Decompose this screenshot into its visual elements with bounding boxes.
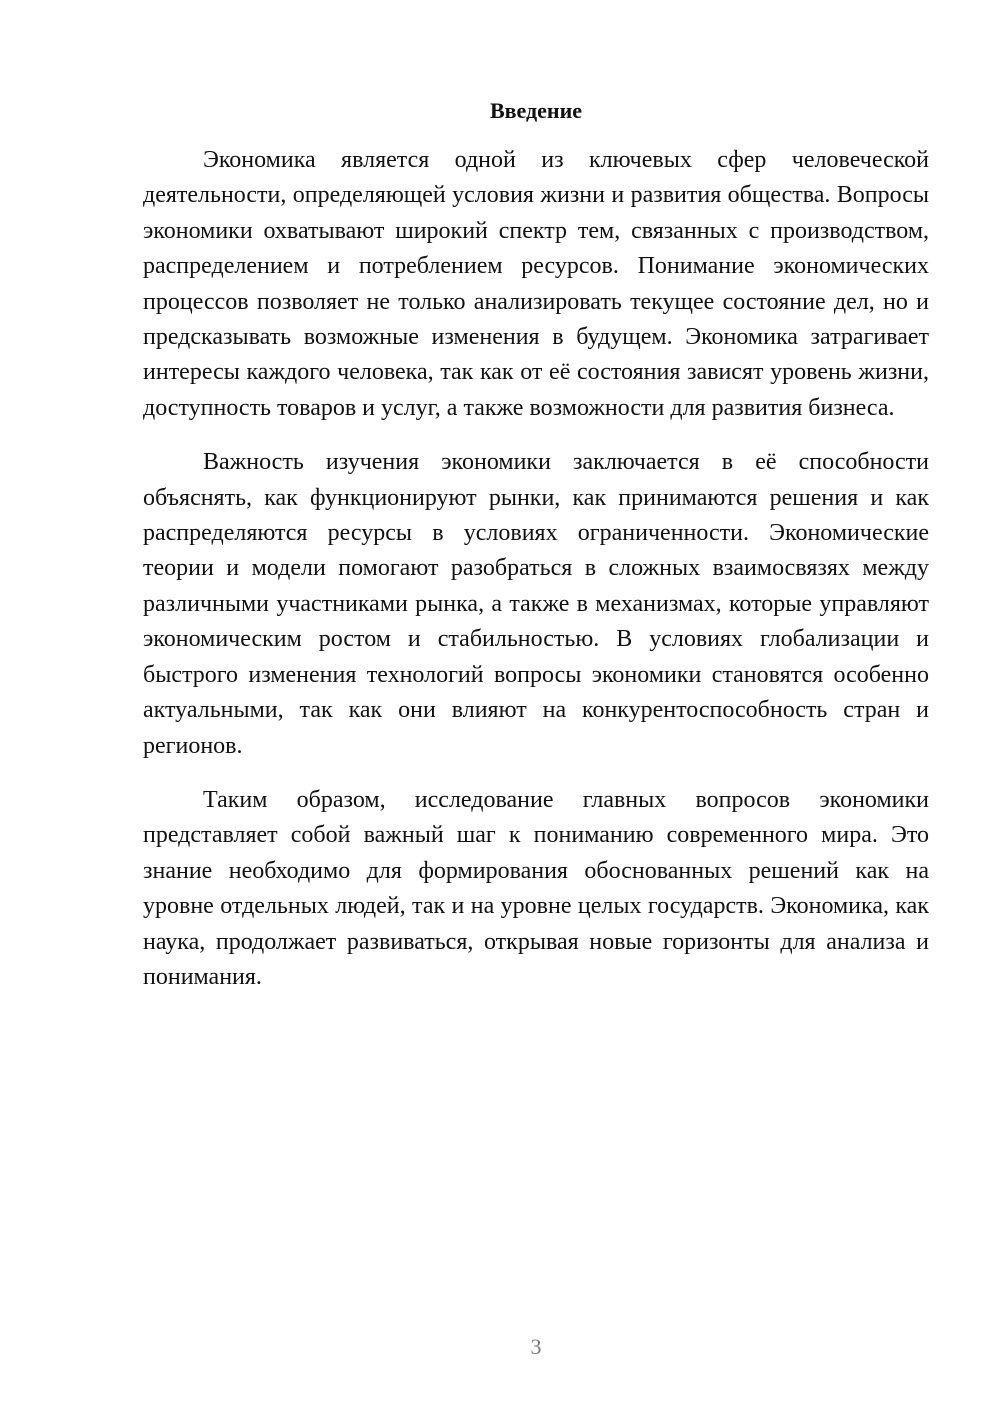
page-number: 3: [530, 1334, 542, 1359]
section-heading: Введение: [489, 98, 583, 123]
body-text: [143, 143, 929, 1014]
paragraph-1: Экономика является одной из ключевых сфер человеческой деятельности, определяющей условия жизни и развития общества. Вопросы экономики охватывают широкий спектр тем, связанных с производством, распределением и потреблением ресурсов. Понимание экономических процессов позволяет не только анализировать текущее состояние дел, но и предсказывать возможные изменения в будущем. Экономика затрагивает интересы каждого человека, так как от её состояния зависят уровень жизни, доступность товаров и услуг, а также возможности для развития бизнеса.: [143, 147, 929, 421]
paragraph-3: Таким образом, исследование главных вопросов экономики представляет собой важный шаг к пониманию современного мира. Это знание необходимо для формирования обоснованных решений как на уровне отдельных людей, так и на уровне целых государств. Экономика, как наука, продолжает развиваться, открывая новые горизонты для анализа и понимания.: [143, 786, 929, 990]
paragraph-2: Важность изучения экономики заключается в её способности объяснять, как функционируют рынки, как принимаются решения и как распределяются ресурсы в условиях ограниченности. Экономические теории и модели помогают разобраться в сложных взаимосвязях между различными участниками рынка, а также в механизмах, которые управляют экономическим ростом и стабильностью. В условиях глобализации и быстрого изменения технологий вопросы экономики становятся особенно актуальными, так как они влияют на конкурентоспособность стран и регионов.: [143, 449, 929, 759]
